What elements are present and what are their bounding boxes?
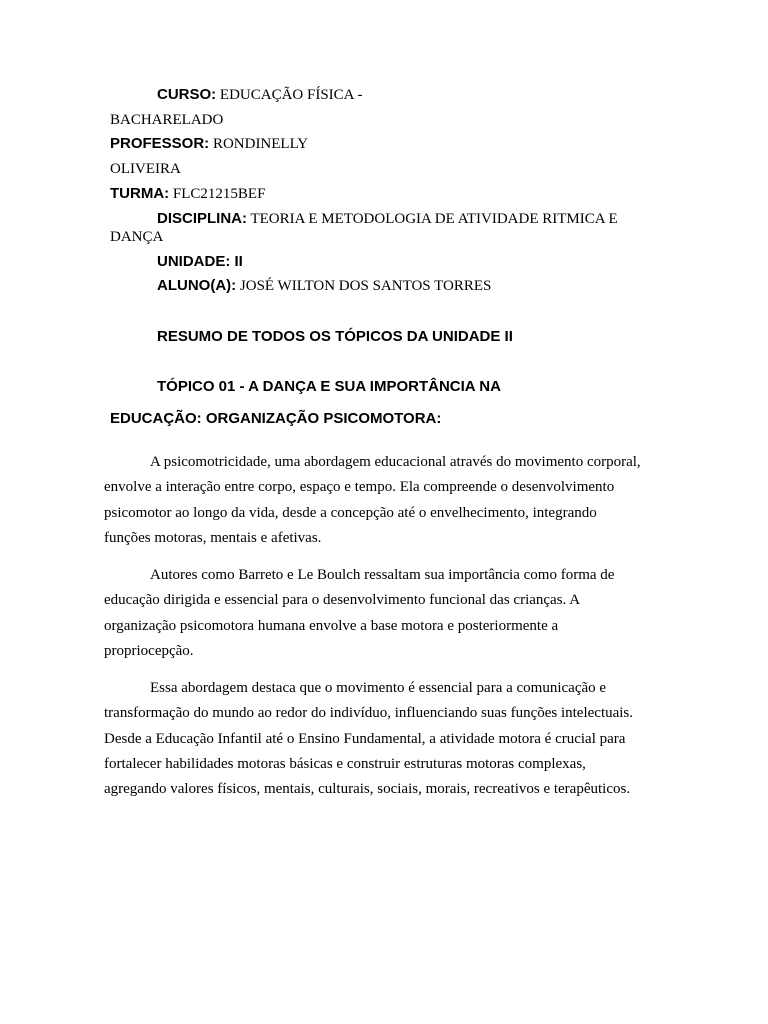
paragraph-line: organização psicomotora humana envolve a base motora e posteriormente a <box>104 617 559 634</box>
curso-value-continued: BACHARELADO <box>110 112 224 128</box>
aluno-line <box>157 277 491 295</box>
unidade-label: UNIDADE: II <box>157 253 243 270</box>
turma-label: TURMA: <box>110 185 170 202</box>
disciplina-label: DISCIPLINA: <box>157 210 247 227</box>
paragraph-line: transformação do mundo ao redor do indivíduo, influenciando suas funções intelectuais. <box>104 705 634 722</box>
disciplina-line <box>157 210 618 228</box>
summary-title: RESUMO DE TODOS OS TÓPICOS DA UNIDADE II <box>157 328 513 345</box>
aluno-label: ALUNO(A): <box>157 277 237 294</box>
turma-value: FLC21215BEF <box>169 186 266 202</box>
paragraph-line: Autores como Barreto e Le Boulch ressaltam sua importância como forma de <box>150 567 615 583</box>
paragraph-3 <box>104 676 664 802</box>
professor-value: RONDINELLY <box>209 136 309 152</box>
curso-line <box>157 86 362 104</box>
topic-title-line-2: EDUCAÇÃO: ORGANIZAÇÃO PSICOMOTORA: <box>110 410 442 427</box>
professor-label: PROFESSOR: <box>110 135 210 152</box>
paragraph-1 <box>104 450 664 551</box>
paragraph-line: Desde a Educação Infantil até o Ensino Fundamental, a atividade motora é crucial para <box>104 730 626 747</box>
aluno-value: JOSÉ WILTON DOS SANTOS TORRES <box>236 278 492 294</box>
professor-value-continued: OLIVEIRA <box>110 161 181 177</box>
paragraph-line: psicomotor ao longo da vida, desde a concepção até o envelhecimento, integrando <box>104 504 597 521</box>
paragraph-line: propriocepção. <box>104 642 194 659</box>
paragraph-line: envolve a interação entre corpo, espaço e tempo. Ela compreende o desenvolvimento <box>104 479 615 496</box>
topic-title-line-1: TÓPICO 01 - A DANÇA E SUA IMPORTÂNCIA NA <box>157 378 501 395</box>
curso-value: EDUCAÇÃO FÍSICA - <box>216 87 363 103</box>
paragraph-line: A psicomotricidade, uma abordagem educacional através do movimento corporal, <box>150 454 641 470</box>
disciplina-value: TEORIA E METODOLOGIA DE ATIVIDADE RITMICA E <box>247 211 618 227</box>
paragraph-2 <box>104 563 664 664</box>
curso-label: CURSO: <box>157 86 217 103</box>
paragraph-line: agregando valores físicos, mentais, culturais, sociais, morais, recreativos e terapêuticos. <box>104 781 631 798</box>
turma-line <box>110 185 265 203</box>
paragraph-line: Essa abordagem destaca que o movimento é essencial para a comunicação e <box>150 680 607 696</box>
paragraph-line: educação dirigida e essencial para o desenvolvimento funcional das crianças. A <box>104 592 581 609</box>
paragraph-line: funções motoras, mentais e afetivas. <box>104 529 322 546</box>
disciplina-value-continued: DANÇA <box>110 229 164 245</box>
paragraph-line: fortalecer habilidades motoras básicas e construir estruturas motoras complexas, <box>104 755 586 772</box>
professor-line <box>110 135 308 153</box>
